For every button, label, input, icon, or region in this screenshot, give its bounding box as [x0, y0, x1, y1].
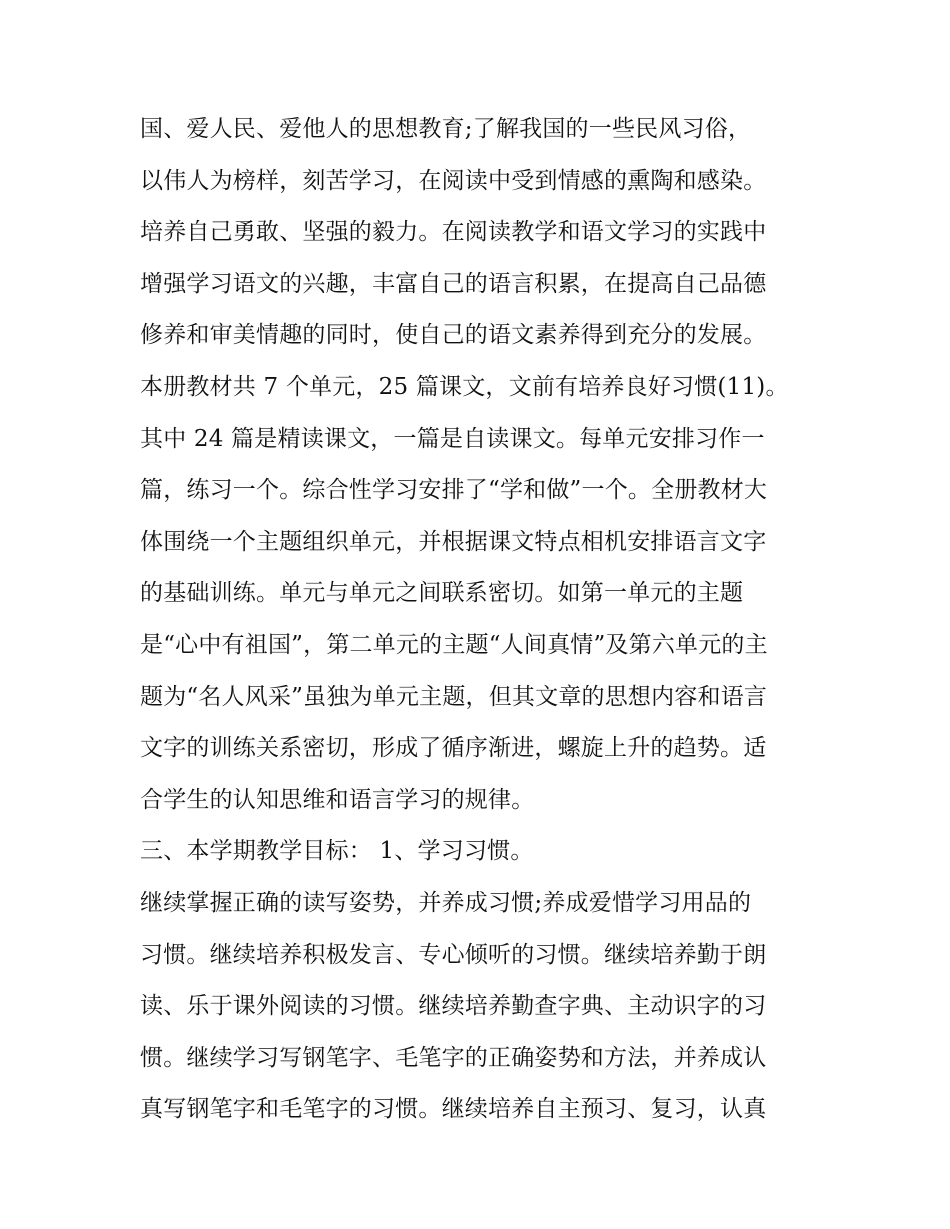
text-line: 继续掌握正确的读写姿势，并养成习惯;养成爱惜学习用品的: [140, 889, 752, 916]
text-line: 增强学习语文的兴趣，丰富自己的语言积累，在提高自己品德: [140, 270, 767, 297]
text-line: 国、爱人民、爱他人的思想教育;了解我国的一些民风习俗，: [140, 116, 752, 142]
text-line: 以伟人为榜样，刻苦学习，在阅读中受到情感的熏陶和感染。: [140, 167, 767, 194]
text-line: 真写钢笔字和毛笔字的习惯。继续培养自主预习、复习，认真: [140, 1096, 767, 1123]
text-line: 培养自己勇敢、坚强的毅力。在阅读教学和语文学习的实践中: [140, 219, 767, 246]
text-line: 题为“名人风采”虽独为单元主题，但其文章的思想内容和语言: [140, 683, 768, 710]
document-body: [140, 104, 820, 1136]
text-line: 习惯。继续培养积极发言、专心倾听的习惯。继续培养勤于朗: [140, 941, 767, 968]
text-line: 合学生的认知思维和语言学习的规律。: [140, 786, 535, 813]
text-line: 本册教材共 7 个单元，25 篇课文，文前有培养良好习惯(11)。: [140, 373, 789, 400]
text-line: 文字的训练关系密切，形成了循序渐进，螺旋上升的趋势。适: [140, 735, 767, 762]
text-line: 的基础训练。单元与单元之间联系密切。如第一单元的主题: [140, 580, 744, 607]
text-line: 体围绕一个主题组织单元，并根据课文特点相机安排语言文字: [140, 528, 767, 555]
section-heading: 三、本学期教学目标： 1、学习习惯。: [140, 838, 534, 865]
text-line: 篇，练习一个。综合性学习安排了“学和做”一个。全册教材大: [140, 477, 768, 504]
text-line: 修养和审美情趣的同时，使自己的语文素养得到充分的发展。: [140, 322, 767, 349]
text-line: 惯。继续学习写钢笔字、毛笔字的正确姿势和方法，并养成认: [140, 1044, 767, 1071]
text-line: 其中 24 篇是精读课文，一篇是自读课文。每单元安排习作一: [140, 425, 765, 452]
text-line: 读、乐于课外阅读的习惯。继续培养勤查字典、主动识字的习: [140, 993, 767, 1020]
text-line: 是“心中有祖国”，第二单元的主题“人间真情”及第六单元的主: [140, 631, 768, 658]
